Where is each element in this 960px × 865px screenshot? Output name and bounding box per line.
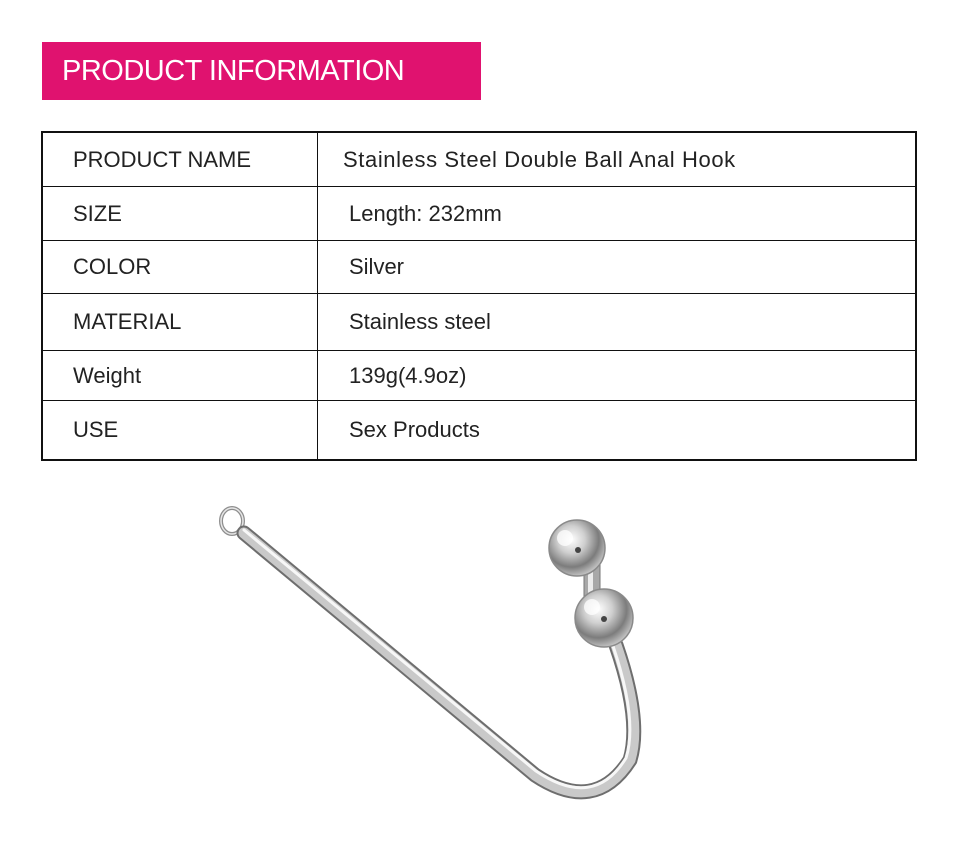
row-value: Stainless Steel Double Ball Anal Hook [318, 132, 917, 187]
section-title: PRODUCT INFORMATION [62, 54, 405, 87]
section-header-banner [42, 42, 481, 100]
row-label: PRODUCT NAME [42, 132, 318, 187]
row-label: MATERIAL [42, 294, 318, 351]
table-row [42, 241, 916, 294]
row-label: USE [42, 401, 318, 461]
row-label: Weight [42, 351, 318, 401]
row-value: Sex Products [318, 401, 917, 461]
table-row [42, 351, 916, 401]
row-label: COLOR [42, 241, 318, 294]
table-row [42, 294, 916, 351]
row-value: 139g(4.9oz) [318, 351, 917, 401]
product-info-table [41, 131, 917, 461]
row-value: Silver [318, 241, 917, 294]
table-row [42, 187, 916, 241]
table-row [42, 401, 916, 461]
row-value: Stainless steel [318, 294, 917, 351]
row-label: SIZE [42, 187, 318, 241]
table-row [42, 132, 916, 187]
steel-hook-product-image [200, 490, 680, 810]
row-value: Length: 232mm [318, 187, 917, 241]
